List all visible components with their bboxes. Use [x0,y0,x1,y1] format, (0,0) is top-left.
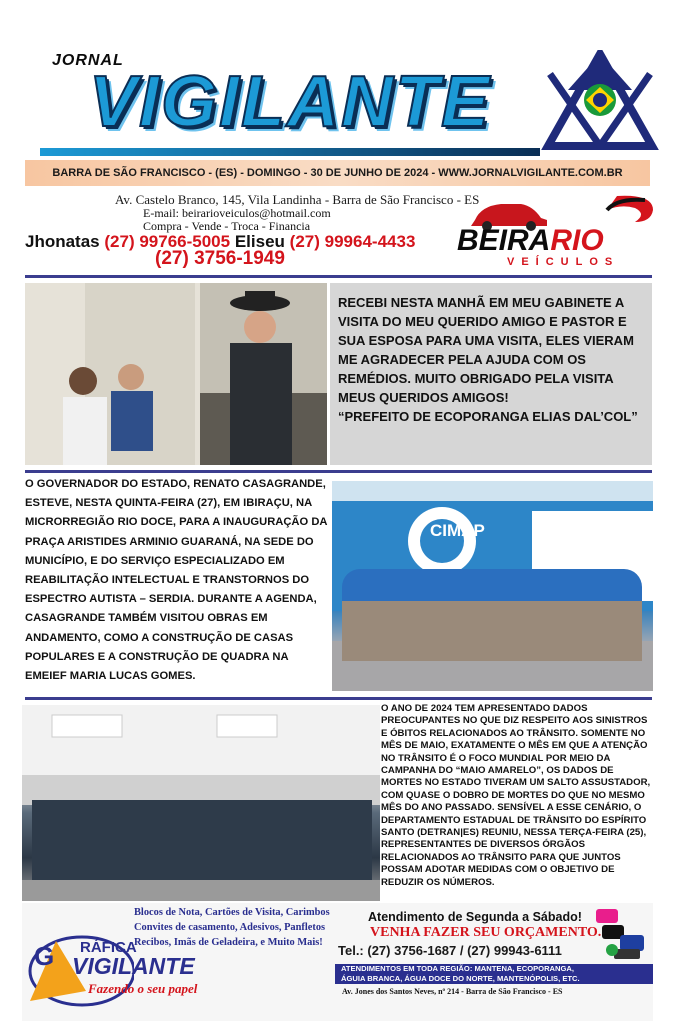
brand-beira: BEIRA [457,224,551,257]
contact2-phone: 99964-4433 [324,232,416,251]
contact1-name: Jhonatas [25,232,100,251]
story2-photo-sign: CIMAP [430,521,485,540]
story2-photo [332,481,653,691]
newspaper-title: VIGILANTE [88,62,491,142]
ad-address: Av. Castelo Branco, 145, Vila Landinha - Barra de São Francisco - ES [115,192,480,207]
contact1-phone: 99766-5005 [139,232,231,251]
story3-photo-scene [22,705,380,901]
grafica-regions [335,964,653,984]
story1-photo [25,283,327,465]
grafica-ad[interactable] [22,903,653,1021]
story1-text: RECEBI NESTA MANHÃ EM MEU GABINETE A VISITA DO MEU QUERIDO AMIGO E PASTOR E SUA ESPOSA PARA UMA VISITA, ELES VIERAM ME AGRADECER PELA AJUDA COM OS REMÉDIOS. MUITO OBRIGADO PELA VISITA MEUS QUERIDOS AMIGOS! [338,295,634,405]
grafica-logo-word: RÁFICA [80,939,137,956]
story1-textbox [330,283,652,465]
grafica-cta: VENHA FAZER SEU ORÇAMENTO. [370,925,602,940]
brand-rio: RIO [550,224,604,257]
grafica-hours: Atendimento de Segunda a Sábado! [368,910,582,924]
title-underline [40,148,540,156]
grafica-regions-line: ATENDIMENTOS EM TODA REGIÃO: MANTENA, ECOPORANGA, [341,964,575,973]
story2-photo-scene [332,481,653,691]
story1-photo-scene [25,283,327,465]
beira-rio-ad[interactable] [25,188,650,273]
story2-text: O GOVERNADOR DO ESTADO, RENATO CASAGRANDE, ESTEVE, NESTA QUINTA-FEIRA (27), EM IBIRAÇU, NA MICRORREGIÃO RIO DOCE, PARA A INAUGURAÇÃO DA PRAÇA ARISTIDES ARMINIO GUARANÁ, NA SEDE DO MUNICÍPIO, E DO SERVIÇO ESPECIALIZADO EM REABILITAÇÃO INTELECTUAL E TRANSTORNOS DO ESPECTRO AUTISTA – SERDIA. DURANTE A AGENDA, CASAGRANDE TAMBÉM VISITOU OBRAS EM ANDAMENTO, COMO A CONSTRUÇÃO DE CASAS POPULARES E A CONSTRUÇÃO DE QUADRA NA EMEIEF MARIA LUCAS GOMES. [25,478,328,683]
ad-services: Compra - Vende - Troca - Financia [143,219,311,233]
contact2-area: (27) [289,232,320,251]
grafica-address: Av. Jones dos Santos Neves, nº 214 - Barra de São Francisco - ES [342,987,563,996]
grafica-logo-vigilante: VIGILANTE [72,953,195,979]
dateline: BARRA DE SÃO FRANCISCO - (ES) - DOMINGO - 30 DE JUNHO DE 2024 - WWW.JORNALVIGILANTE.COM.BR [25,160,650,186]
masthead [0,0,675,160]
grafica-service-line: Recibos, Imãs de Geladeira, e Muito Mais! [134,937,323,948]
grafica-slogan: Fazendo o seu papel [88,981,198,996]
grafica-service-line: Blocos de Nota, Cartões de Visita, Carimbos [134,907,330,918]
story3-text: O ANO DE 2024 TEM APRESENTADO DADOS PREOCUPANTES NO QUE DIZ RESPEITO AOS SINISTROS E ÓBITOS RELACIONADOS AO TRÂNSITO. SOMENTE NO MÊS DE MAIO, EXATAMENTE O MÊS EM QUE A ATENÇÃO NO TRÂNSITO É O FOCO MUNDIAL POR MEIO DA CAMPANHA DO “MAIO AMARELO”, OS DADOS DE MORTES NO ESTADO TIVERAM UM SALTO ASSUSTADOR, COM QUASE O DOBRO DE MORTES DO QUE NO MESMO MÊS DO ANO PASSADO. SENSÍVEL A ESSE CENÁRIO, O DEPARTAMENTO ESTADUAL DE TRÂNSITO DO ESPÍRITO SANTO (DETRAN|ES) REUNIU, NESSA TERÇA-FEIRA (25), REPRESENTANTES DE DIVERSOS ÓRGÃOS RELACIONADOS AO TRÂNSITO PARA QUE JUNTOS POSSAM ADOTAR MEDIDAS COM O OBJETIVO DE REDUZIR OS NÚMEROS. [381,703,651,888]
beira-rio-logo [457,224,657,258]
jornal-label: JORNAL [52,52,124,69]
section-divider [25,275,652,278]
ad-phone-landline: (27) 3756-1949 [155,248,285,269]
grafica-logo-g: G [34,941,55,971]
masonic-emblem-icon [540,50,660,150]
contact2-name: Eliseu [234,232,285,251]
brand-veiculos: VEÍCULOS [507,256,620,268]
whatsapp-icon [606,944,618,956]
story3-photo [22,705,380,901]
ad-email[interactable]: E-mail: beirarioveiculos@hotmail.com [143,206,331,220]
grafica-phone: Tel.: (27) 3756-1687 / (27) 99943-6111 [338,943,562,958]
section-divider [25,470,652,473]
story1-signature: “PREFEITO DE ECOPORANGA ELIAS DAL’COL” [338,409,638,424]
section-divider [25,697,652,700]
contact1-area: (27) [104,232,135,251]
grafica-service-line: Convites de casamento, Adesivos, Panfletos [134,922,326,933]
grafica-regions-line: ÁGUIA BRANCA, ÁGUA DOCE DO NORTE, MANTENÓPOLIS, ETC. [341,974,580,983]
